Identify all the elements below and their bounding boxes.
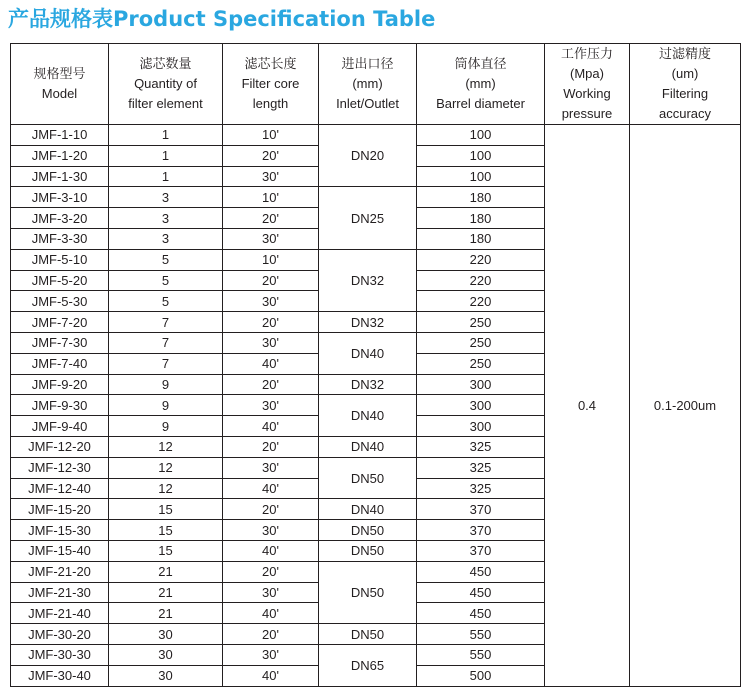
cell-quantity: 3 bbox=[109, 228, 223, 249]
cell-working-pressure: 0.4 bbox=[545, 125, 630, 687]
cell-length: 10' bbox=[223, 187, 319, 208]
cell-model: JMF-30-30 bbox=[11, 644, 109, 665]
cell-model: JMF-3-30 bbox=[11, 228, 109, 249]
cell-inlet-outlet: DN32 bbox=[319, 374, 417, 395]
table-body bbox=[11, 125, 741, 687]
cell-length: 40' bbox=[223, 478, 319, 499]
header-working-pressure bbox=[545, 44, 630, 125]
cell-quantity: 30 bbox=[109, 665, 223, 686]
cell-barrel-diameter: 300 bbox=[417, 395, 545, 416]
cell-inlet-outlet: DN50 bbox=[319, 540, 417, 561]
cell-inlet-outlet: DN32 bbox=[319, 249, 417, 311]
cell-barrel-diameter: 180 bbox=[417, 228, 545, 249]
cell-barrel-diameter: 100 bbox=[417, 145, 545, 166]
cell-length: 20' bbox=[223, 561, 319, 582]
header-quantity-line: 滤芯数量 bbox=[139, 56, 192, 71]
cell-length: 20' bbox=[223, 270, 319, 291]
header-inlet-outlet bbox=[319, 44, 417, 125]
cell-model: JMF-15-30 bbox=[11, 520, 109, 541]
header-inlet-outlet-line: 进出口径 bbox=[341, 56, 394, 71]
header-working-pressure-line: pressure bbox=[561, 106, 613, 121]
header-quantity-line: filter element bbox=[128, 96, 203, 111]
header-quantity bbox=[109, 44, 223, 125]
cell-inlet-outlet: DN40 bbox=[319, 332, 417, 374]
cell-inlet-outlet: DN50 bbox=[319, 561, 417, 623]
cell-model: JMF-30-40 bbox=[11, 665, 109, 686]
cell-quantity: 30 bbox=[109, 644, 223, 665]
cell-inlet-outlet: DN32 bbox=[319, 312, 417, 333]
table-header bbox=[11, 44, 741, 125]
header-length-line: Filter core bbox=[241, 76, 300, 91]
cell-length: 40' bbox=[223, 540, 319, 561]
cell-barrel-diameter: 450 bbox=[417, 582, 545, 603]
cell-length: 30' bbox=[223, 291, 319, 312]
cell-quantity: 9 bbox=[109, 374, 223, 395]
cell-quantity: 21 bbox=[109, 603, 223, 624]
cell-length: 40' bbox=[223, 353, 319, 374]
cell-length: 20' bbox=[223, 499, 319, 520]
cell-quantity: 12 bbox=[109, 457, 223, 478]
cell-inlet-outlet: DN40 bbox=[319, 499, 417, 520]
cell-quantity: 15 bbox=[109, 520, 223, 541]
header-inlet-outlet-line: Inlet/Outlet bbox=[336, 96, 399, 111]
cell-length: 10' bbox=[223, 125, 319, 146]
cell-barrel-diameter: 100 bbox=[417, 125, 545, 146]
cell-inlet-outlet: DN50 bbox=[319, 520, 417, 541]
cell-quantity: 1 bbox=[109, 145, 223, 166]
cell-model: JMF-3-20 bbox=[11, 208, 109, 229]
cell-length: 20' bbox=[223, 374, 319, 395]
cell-quantity: 21 bbox=[109, 561, 223, 582]
cell-model: JMF-7-20 bbox=[11, 312, 109, 333]
cell-quantity: 5 bbox=[109, 291, 223, 312]
header-model-line: 规格型号 bbox=[33, 66, 86, 81]
cell-length: 40' bbox=[223, 665, 319, 686]
cell-model: JMF-5-10 bbox=[11, 249, 109, 270]
cell-barrel-diameter: 220 bbox=[417, 270, 545, 291]
cell-length: 20' bbox=[223, 208, 319, 229]
cell-model: JMF-5-20 bbox=[11, 270, 109, 291]
cell-model: JMF-7-30 bbox=[11, 332, 109, 353]
cell-model: JMF-21-30 bbox=[11, 582, 109, 603]
cell-length: 20' bbox=[223, 145, 319, 166]
cell-barrel-diameter: 250 bbox=[417, 353, 545, 374]
cell-quantity: 5 bbox=[109, 270, 223, 291]
header-length-line: 滤芯长度 bbox=[244, 56, 297, 71]
cell-barrel-diameter: 100 bbox=[417, 166, 545, 187]
cell-barrel-diameter: 450 bbox=[417, 561, 545, 582]
cell-quantity: 12 bbox=[109, 436, 223, 457]
cell-quantity: 21 bbox=[109, 582, 223, 603]
cell-model: JMF-9-20 bbox=[11, 374, 109, 395]
cell-length: 30' bbox=[223, 644, 319, 665]
cell-barrel-diameter: 300 bbox=[417, 416, 545, 437]
specification-table bbox=[10, 43, 741, 687]
cell-barrel-diameter: 325 bbox=[417, 436, 545, 457]
table-row bbox=[11, 125, 741, 146]
cell-barrel-diameter: 220 bbox=[417, 249, 545, 270]
cell-filtering-accuracy: 0.1-200um bbox=[630, 125, 741, 687]
cell-inlet-outlet: DN40 bbox=[319, 436, 417, 457]
cell-barrel-diameter: 325 bbox=[417, 457, 545, 478]
cell-inlet-outlet: DN25 bbox=[319, 187, 417, 249]
cell-barrel-diameter: 370 bbox=[417, 540, 545, 561]
cell-length: 10' bbox=[223, 249, 319, 270]
cell-barrel-diameter: 180 bbox=[417, 208, 545, 229]
cell-barrel-diameter: 300 bbox=[417, 374, 545, 395]
cell-model: JMF-21-40 bbox=[11, 603, 109, 624]
page-title: 产品规格表Product Specification Table bbox=[8, 7, 436, 31]
cell-barrel-diameter: 550 bbox=[417, 644, 545, 665]
header-filtering-accuracy-line: Filtering bbox=[661, 86, 709, 101]
header-filtering-accuracy-line: accuracy bbox=[658, 106, 712, 121]
cell-barrel-diameter: 325 bbox=[417, 478, 545, 499]
header-inlet-outlet-line: (mm) bbox=[352, 76, 383, 91]
cell-quantity: 9 bbox=[109, 416, 223, 437]
cell-model: JMF-30-20 bbox=[11, 624, 109, 645]
cell-quantity: 1 bbox=[109, 125, 223, 146]
header-filtering-accuracy bbox=[630, 44, 741, 125]
cell-quantity: 30 bbox=[109, 624, 223, 645]
cell-model: JMF-7-40 bbox=[11, 353, 109, 374]
header-working-pressure-line: (Mpa) bbox=[570, 66, 604, 81]
cell-model: JMF-12-20 bbox=[11, 436, 109, 457]
cell-barrel-diameter: 450 bbox=[417, 603, 545, 624]
header-quantity-line: Quantity of bbox=[134, 76, 197, 91]
header-barrel-diameter-line: (mm) bbox=[465, 76, 496, 91]
cell-model: JMF-21-20 bbox=[11, 561, 109, 582]
cell-quantity: 9 bbox=[109, 395, 223, 416]
cell-model: JMF-3-10 bbox=[11, 187, 109, 208]
cell-inlet-outlet: DN40 bbox=[319, 395, 417, 437]
cell-model: JMF-5-30 bbox=[11, 291, 109, 312]
cell-model: JMF-15-20 bbox=[11, 499, 109, 520]
cell-length: 40' bbox=[223, 416, 319, 437]
cell-barrel-diameter: 250 bbox=[417, 312, 545, 333]
header-working-pressure-line: 工作压力 bbox=[560, 46, 613, 61]
cell-length: 30' bbox=[223, 166, 319, 187]
cell-length: 30' bbox=[223, 332, 319, 353]
cell-model: JMF-12-40 bbox=[11, 478, 109, 499]
cell-length: 30' bbox=[223, 395, 319, 416]
header-model-line: Model bbox=[41, 86, 78, 101]
cell-quantity: 12 bbox=[109, 478, 223, 499]
header-length bbox=[223, 44, 319, 125]
cell-inlet-outlet: DN50 bbox=[319, 624, 417, 645]
cell-quantity: 5 bbox=[109, 249, 223, 270]
header-row bbox=[11, 44, 741, 125]
cell-length: 30' bbox=[223, 520, 319, 541]
cell-barrel-diameter: 370 bbox=[417, 520, 545, 541]
cell-barrel-diameter: 180 bbox=[417, 187, 545, 208]
cell-barrel-diameter: 550 bbox=[417, 624, 545, 645]
cell-quantity: 7 bbox=[109, 332, 223, 353]
cell-length: 30' bbox=[223, 228, 319, 249]
cell-quantity: 7 bbox=[109, 312, 223, 333]
cell-model: JMF-1-20 bbox=[11, 145, 109, 166]
cell-length: 30' bbox=[223, 457, 319, 478]
cell-model: JMF-9-40 bbox=[11, 416, 109, 437]
cell-length: 20' bbox=[223, 624, 319, 645]
cell-quantity: 1 bbox=[109, 166, 223, 187]
cell-model: JMF-1-30 bbox=[11, 166, 109, 187]
cell-barrel-diameter: 370 bbox=[417, 499, 545, 520]
header-length-line: length bbox=[252, 96, 289, 111]
header-filtering-accuracy-line: (um) bbox=[671, 66, 699, 81]
header-barrel-diameter bbox=[417, 44, 545, 125]
cell-inlet-outlet: DN65 bbox=[319, 644, 417, 686]
header-model bbox=[11, 44, 109, 125]
cell-model: JMF-1-10 bbox=[11, 125, 109, 146]
cell-quantity: 15 bbox=[109, 540, 223, 561]
header-barrel-diameter-line: Barrel diameter bbox=[436, 96, 525, 111]
cell-inlet-outlet: DN20 bbox=[319, 125, 417, 187]
cell-inlet-outlet: DN50 bbox=[319, 457, 417, 499]
header-filtering-accuracy-line: 过滤精度 bbox=[658, 46, 711, 61]
cell-barrel-diameter: 500 bbox=[417, 665, 545, 686]
cell-quantity: 3 bbox=[109, 187, 223, 208]
cell-barrel-diameter: 220 bbox=[417, 291, 545, 312]
cell-length: 40' bbox=[223, 603, 319, 624]
cell-quantity: 15 bbox=[109, 499, 223, 520]
header-barrel-diameter-line: 筒体直径 bbox=[454, 56, 507, 71]
cell-length: 20' bbox=[223, 312, 319, 333]
cell-quantity: 7 bbox=[109, 353, 223, 374]
cell-model: JMF-15-40 bbox=[11, 540, 109, 561]
cell-model: JMF-9-30 bbox=[11, 395, 109, 416]
cell-barrel-diameter: 250 bbox=[417, 332, 545, 353]
cell-model: JMF-12-30 bbox=[11, 457, 109, 478]
cell-length: 20' bbox=[223, 436, 319, 457]
header-working-pressure-line: Working bbox=[563, 86, 611, 101]
cell-length: 30' bbox=[223, 582, 319, 603]
cell-quantity: 3 bbox=[109, 208, 223, 229]
